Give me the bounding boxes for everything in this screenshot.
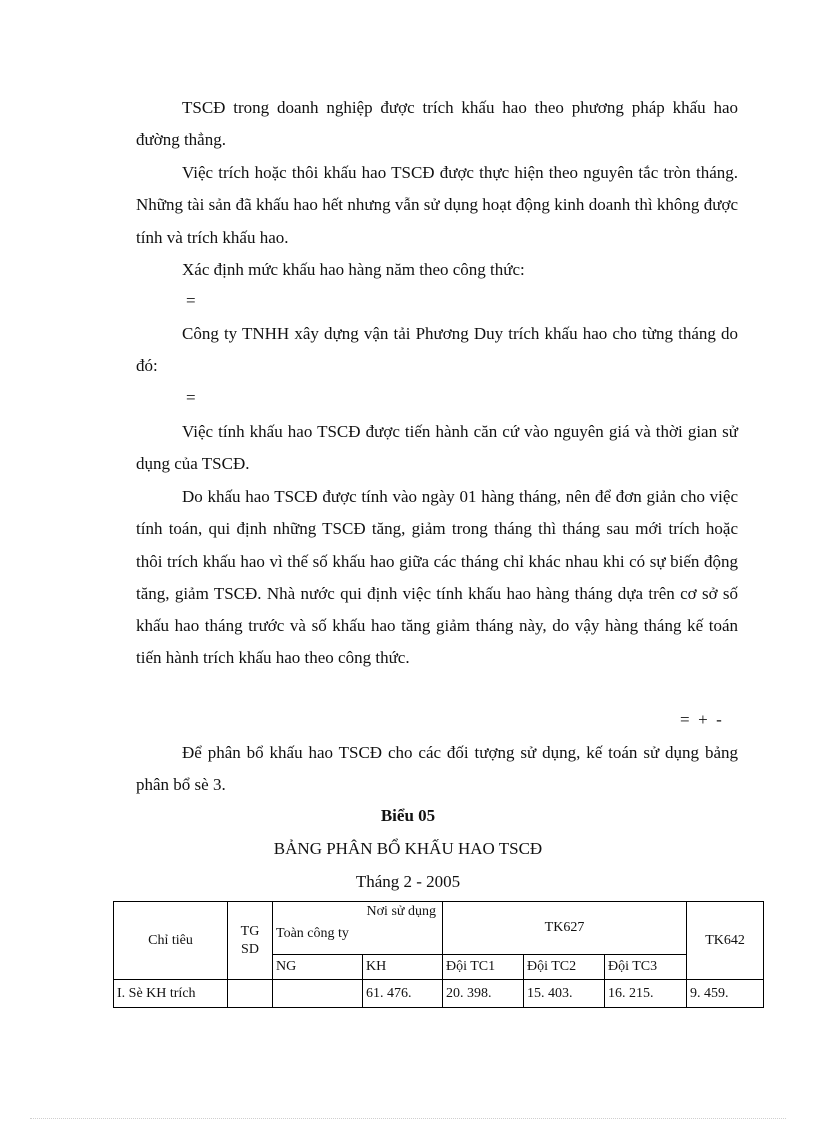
header-doi-tc1: Đội TC1	[443, 955, 524, 980]
paragraph-monthly-calc: Do khấu hao TSCĐ được tính vào ngày 01 hàng tháng, nên để đơn giản cho việc tính toán, qui định những TSCĐ tăng, giảm trong tháng thì tháng sau mới trích hoặc thôi trích khấu hao vì thế số khấu hao giữa các tháng chỉ khác nhau khi có sự biến động tăng, giảm TSCĐ. Nhà nước qui định việc tính khấu hao hàng tháng dựa trên cơ sở số khấu hao tháng trước và số khấu hao tăng giảm tháng này, do vậy hàng tháng kế toán tiến hành trích khấu hao theo công thức.	[136, 487, 738, 668]
header-tg-sd: TG SD	[228, 902, 273, 980]
cell-doi-tc1: 20. 398.	[443, 980, 524, 1008]
header-tk627: TK627	[443, 902, 687, 955]
table-row	[114, 980, 764, 1008]
formula-annual: =	[186, 291, 196, 310]
paragraph-annual-formula-intro: Xác định mức khấu hao hàng năm theo công thức:	[182, 260, 525, 279]
formula-monthly: =	[186, 388, 196, 407]
cell-kh: 61. 476.	[363, 980, 443, 1008]
depreciation-allocation-table	[113, 901, 764, 1008]
cell-doi-tc2: 15. 403.	[524, 980, 605, 1008]
header-doi-tc3: Đội TC3	[605, 955, 687, 980]
paragraph-depreciation-method: TSCĐ trong doanh nghiệp được trích khấu hao theo phương pháp khấu hao đường thẳng.	[136, 98, 738, 150]
formula-increase-decrease: = + -	[680, 710, 722, 729]
page-bottom-divider	[30, 1118, 786, 1119]
table-header-row	[114, 902, 764, 955]
table-label: Biểu 05	[380, 806, 436, 825]
header-kh: KH	[363, 955, 443, 980]
header-doi-tc2: Đội TC2	[524, 955, 605, 980]
header-tk642: TK642	[687, 902, 764, 980]
paragraph-basis: Việc tính khấu hao TSCĐ được tiến hành căn cứ vào nguyên giá và thời gian sử dụng của TSCĐ.	[136, 422, 738, 474]
paragraph-monthly-intro: Công ty TNHH xây dựng vận tải Phương Duy trích khấu hao cho từng tháng do đó:	[136, 324, 738, 376]
cell-tk642: 9. 459.	[687, 980, 764, 1008]
paragraph-rounding-rule: Việc trích hoặc thôi khấu hao TSCĐ được thực hiện theo nguyên tắc tròn tháng. Những tài sản đã khấu hao hết nhưng vẫn sử dụng hoạt động kinh doanh thì không được tính và trích khấu hao.	[136, 163, 738, 247]
cell-tg-sd	[228, 980, 273, 1008]
header-noi-su-dung: Nơi sử dụng Toàn công ty	[273, 902, 443, 955]
cell-chi-tieu: I. Sè KH trích	[114, 980, 228, 1008]
table-title: BẢNG PHÂN BỔ KHẤU HAO TSCĐ	[273, 839, 543, 858]
header-ng: NG	[273, 955, 363, 980]
cell-ng	[273, 980, 363, 1008]
cell-doi-tc3: 16. 215.	[605, 980, 687, 1008]
header-chi-tieu: Chỉ tiêu	[114, 902, 228, 980]
table-period: Tháng 2 - 2005	[355, 872, 461, 891]
paragraph-allocation: Để phân bổ khấu hao TSCĐ cho các đối tượng sử dụng, kế toán sử dụng bảng phân bổ sè 3.	[136, 743, 738, 795]
